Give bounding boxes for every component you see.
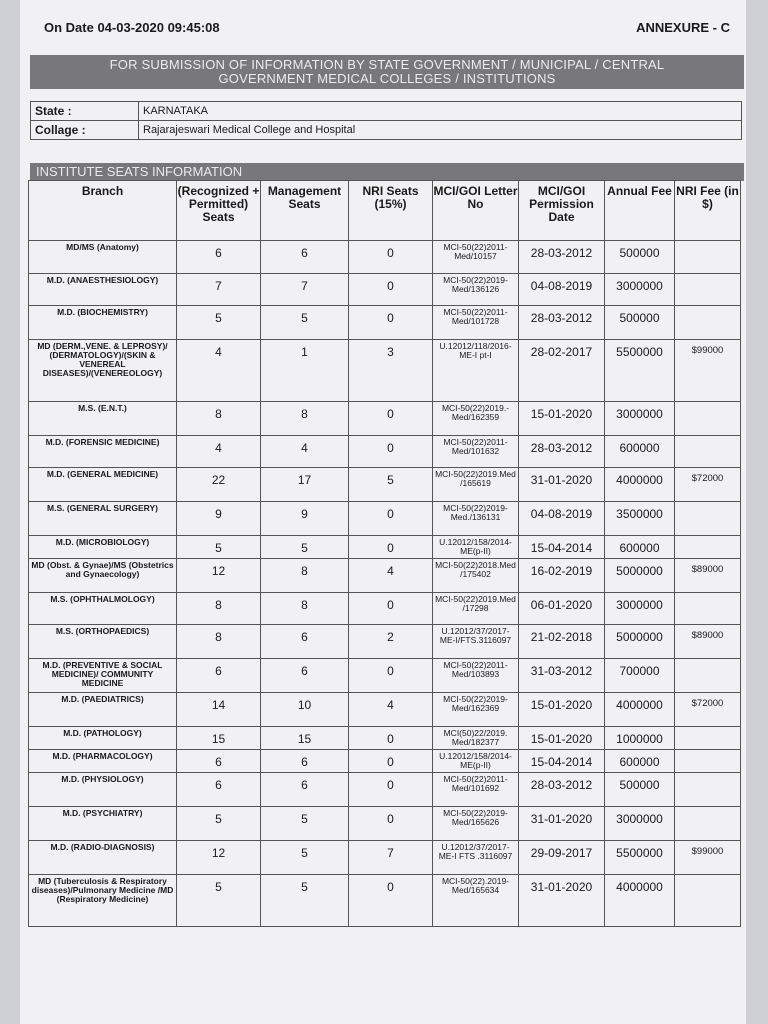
permission-date-cell: 04-08-2019	[519, 274, 605, 306]
branch-cell: M.D. (PSYCHIATRY)	[29, 807, 177, 841]
permission-date-cell: 28-03-2012	[519, 436, 605, 468]
nri-seats-cell: 0	[349, 807, 433, 841]
letter-no-cell: MCI-50(22)2019.-Med/162359	[433, 402, 519, 436]
branch-cell: M.S. (GENERAL SURGERY)	[29, 502, 177, 536]
seats-cell: 6	[177, 750, 261, 773]
seats-cell: 14	[177, 693, 261, 727]
permission-date-cell: 15-04-2014	[519, 750, 605, 773]
nri-seats-cell: 4	[349, 559, 433, 593]
annual-fee-cell: 5500000	[605, 340, 675, 402]
annual-fee-cell: 1000000	[605, 727, 675, 750]
annexure-label: ANNEXURE - C	[636, 20, 730, 35]
table-row	[29, 807, 741, 841]
seats-cell: 4	[177, 340, 261, 402]
annual-fee-cell: 4000000	[605, 468, 675, 502]
nri-seats-cell: 0	[349, 241, 433, 274]
management-seats-cell: 6	[261, 750, 349, 773]
table-row	[29, 750, 741, 773]
management-seats-cell: 8	[261, 559, 349, 593]
document-title-band	[30, 55, 744, 89]
nri-fee-cell: $72000	[675, 693, 741, 727]
permission-date-cell: 31-01-2020	[519, 807, 605, 841]
letter-no-cell: MCI-50(22).2019-Med/165634	[433, 875, 519, 927]
annual-fee-cell: 700000	[605, 659, 675, 693]
annual-fee-cell: 4000000	[605, 693, 675, 727]
seats-cell: 22	[177, 468, 261, 502]
col-header-branch: Branch	[29, 181, 177, 241]
table-row	[29, 436, 741, 468]
nri-fee-cell: $72000	[675, 468, 741, 502]
permission-date-cell: 16-02-2019	[519, 559, 605, 593]
state-label: State :	[31, 102, 139, 121]
col-header-management: Management Seats	[261, 181, 349, 241]
letter-no-cell: MCI-50(22)2019-Med/136126	[433, 274, 519, 306]
table-row	[29, 773, 741, 807]
branch-cell: M.D. (ANAESTHESIOLOGY)	[29, 274, 177, 306]
nri-fee-cell	[675, 241, 741, 274]
permission-date-cell: 21-02-2018	[519, 625, 605, 659]
letter-no-cell: MCI-50(22)2019-Med./136131	[433, 502, 519, 536]
table-row	[29, 659, 741, 693]
permission-date-cell: 28-03-2012	[519, 306, 605, 340]
seats-table-body	[29, 241, 741, 927]
nri-fee-cell	[675, 593, 741, 625]
permission-date-cell: 28-03-2012	[519, 773, 605, 807]
seats-cell: 15	[177, 727, 261, 750]
annual-fee-cell: 600000	[605, 436, 675, 468]
nri-fee-cell	[675, 659, 741, 693]
table-row	[29, 727, 741, 750]
nri-fee-cell: $89000	[675, 559, 741, 593]
table-row	[29, 241, 741, 274]
nri-seats-cell: 3	[349, 340, 433, 402]
management-seats-cell: 5	[261, 807, 349, 841]
branch-cell: M.D. (MICROBIOLOGY)	[29, 536, 177, 559]
annual-fee-cell: 5000000	[605, 625, 675, 659]
nri-seats-cell: 0	[349, 659, 433, 693]
permission-date-cell: 31-01-2020	[519, 875, 605, 927]
nri-fee-cell	[675, 502, 741, 536]
permission-date-cell: 15-01-2020	[519, 693, 605, 727]
letter-no-cell: MCI-50(22)2018.Med /175402	[433, 559, 519, 593]
letter-no-cell: U.12012/158/2014-ME(p-II)	[433, 536, 519, 559]
letter-no-cell: MCI(50)22/2019. Med/182377	[433, 727, 519, 750]
management-seats-cell: 5	[261, 306, 349, 340]
nri-fee-cell	[675, 807, 741, 841]
permission-date-cell: 15-04-2014	[519, 536, 605, 559]
col-header-seats: (Recognized + Permitted) Seats	[177, 181, 261, 241]
document-date: On Date 04-03-2020 09:45:08	[44, 20, 220, 35]
nri-fee-cell	[675, 402, 741, 436]
permission-date-cell: 06-01-2020	[519, 593, 605, 625]
permission-date-cell: 31-01-2020	[519, 468, 605, 502]
nri-seats-cell: 5	[349, 468, 433, 502]
management-seats-cell: 6	[261, 773, 349, 807]
section-title: INSTITUTE SEATS INFORMATION	[30, 163, 744, 181]
table-header-row	[29, 181, 741, 241]
branch-cell: MD (Tuberculosis & Respiratory diseases)/Pulmonary Medicine /MD (Respiratory Medicine)	[29, 875, 177, 927]
nri-fee-cell	[675, 875, 741, 927]
annual-fee-cell: 500000	[605, 773, 675, 807]
letter-no-cell: MCI-50(22)2019.Med /17298	[433, 593, 519, 625]
annual-fee-cell: 4000000	[605, 875, 675, 927]
annual-fee-cell: 5000000	[605, 559, 675, 593]
management-seats-cell: 6	[261, 659, 349, 693]
nri-seats-cell: 0	[349, 502, 433, 536]
management-seats-cell: 8	[261, 593, 349, 625]
permission-date-cell: 04-08-2019	[519, 502, 605, 536]
branch-cell: M.D. (PREVENTIVE & SOCIAL MEDICINE)/ COMMUNITY MEDICINE	[29, 659, 177, 693]
nri-fee-cell: $99000	[675, 340, 741, 402]
nri-fee-cell	[675, 750, 741, 773]
management-seats-cell: 9	[261, 502, 349, 536]
letter-no-cell: MCI-50(22)2011-Med/101692	[433, 773, 519, 807]
table-row	[29, 693, 741, 727]
seats-table	[28, 180, 741, 927]
permission-date-cell: 28-03-2012	[519, 241, 605, 274]
letter-no-cell: U.12012/118/2016-ME-I pt-I	[433, 340, 519, 402]
nri-fee-cell	[675, 727, 741, 750]
nri-seats-cell: 0	[349, 593, 433, 625]
permission-date-cell: 29-09-2017	[519, 841, 605, 875]
letter-no-cell: U.12012/37/2017-ME-I/FTS.3116097	[433, 625, 519, 659]
seats-cell: 8	[177, 625, 261, 659]
table-row	[29, 841, 741, 875]
table-row	[29, 536, 741, 559]
seats-cell: 12	[177, 841, 261, 875]
seats-cell: 12	[177, 559, 261, 593]
branch-cell: M.D. (FORENSIC MEDICINE)	[29, 436, 177, 468]
annual-fee-cell: 3500000	[605, 502, 675, 536]
annual-fee-cell: 3000000	[605, 593, 675, 625]
institution-info-table	[30, 101, 742, 140]
annual-fee-cell: 500000	[605, 241, 675, 274]
annual-fee-cell: 3000000	[605, 402, 675, 436]
col-header-date: MCI/GOI Permission Date	[519, 181, 605, 241]
table-row	[29, 875, 741, 927]
letter-no-cell: MCI-50(22)2019-Med/165626	[433, 807, 519, 841]
branch-cell: M.D. (PAEDIATRICS)	[29, 693, 177, 727]
seats-cell: 8	[177, 402, 261, 436]
management-seats-cell: 5	[261, 841, 349, 875]
letter-no-cell: U.12012/158/2014-ME(p-II)	[433, 750, 519, 773]
branch-cell: M.D. (RADIO-DIAGNOSIS)	[29, 841, 177, 875]
seats-cell: 7	[177, 274, 261, 306]
nri-seats-cell: 0	[349, 727, 433, 750]
annual-fee-cell: 600000	[605, 750, 675, 773]
nri-fee-cell: $99000	[675, 841, 741, 875]
branch-cell: M.D. (PHARMACOLOGY)	[29, 750, 177, 773]
management-seats-cell: 4	[261, 436, 349, 468]
letter-no-cell: MCI-50(22)2019.Med /165619	[433, 468, 519, 502]
col-header-letter: MCI/GOI Letter No	[433, 181, 519, 241]
nri-fee-cell	[675, 773, 741, 807]
seats-cell: 6	[177, 773, 261, 807]
nri-seats-cell: 0	[349, 306, 433, 340]
management-seats-cell: 7	[261, 274, 349, 306]
branch-cell: M.D. (PHYSIOLOGY)	[29, 773, 177, 807]
branch-cell: M.S. (E.N.T.)	[29, 402, 177, 436]
permission-date-cell: 15-01-2020	[519, 402, 605, 436]
nri-seats-cell: 0	[349, 875, 433, 927]
branch-cell: M.D. (GENERAL MEDICINE)	[29, 468, 177, 502]
annual-fee-cell: 3000000	[605, 807, 675, 841]
management-seats-cell: 8	[261, 402, 349, 436]
management-seats-cell: 10	[261, 693, 349, 727]
table-row	[29, 274, 741, 306]
seats-cell: 6	[177, 659, 261, 693]
letter-no-cell: MCI-50(22)2011-Med/101632	[433, 436, 519, 468]
table-row	[29, 559, 741, 593]
management-seats-cell: 6	[261, 625, 349, 659]
management-seats-cell: 6	[261, 241, 349, 274]
letter-no-cell: MCI-50(22)2011-Med/103893	[433, 659, 519, 693]
seats-cell: 5	[177, 875, 261, 927]
nri-fee-cell: $89000	[675, 625, 741, 659]
seats-cell: 5	[177, 306, 261, 340]
state-row	[31, 102, 742, 121]
college-label: Collage :	[31, 121, 139, 140]
management-seats-cell: 17	[261, 468, 349, 502]
letter-no-cell: MCI-50(22)2011-Med/101728	[433, 306, 519, 340]
nri-fee-cell	[675, 274, 741, 306]
letter-no-cell: U.12012/37/2017-ME-I FTS .3116097	[433, 841, 519, 875]
permission-date-cell: 15-01-2020	[519, 727, 605, 750]
college-row	[31, 121, 742, 140]
nri-fee-cell	[675, 536, 741, 559]
table-row	[29, 593, 741, 625]
seats-cell: 9	[177, 502, 261, 536]
annual-fee-cell: 3000000	[605, 274, 675, 306]
table-row	[29, 340, 741, 402]
seats-cell: 5	[177, 536, 261, 559]
table-row	[29, 402, 741, 436]
title-line-2: GOVERNMENT MEDICAL COLLEGES / INSTITUTIONS	[218, 71, 556, 86]
branch-cell: MD (Obst. & Gynae)/MS (Obstetrics and Gynaecology)	[29, 559, 177, 593]
branch-cell: MD (DERM.,VENE. & LEPROSY)/ (DERMATOLOGY)/(SKIN & VENEREAL DISEASES)/(VENEREOLOGY)	[29, 340, 177, 402]
nri-fee-cell	[675, 436, 741, 468]
nri-seats-cell: 0	[349, 536, 433, 559]
seats-cell: 5	[177, 807, 261, 841]
nri-fee-cell	[675, 306, 741, 340]
table-row	[29, 468, 741, 502]
branch-cell: M.D. (BIOCHEMISTRY)	[29, 306, 177, 340]
management-seats-cell: 5	[261, 536, 349, 559]
annual-fee-cell: 600000	[605, 536, 675, 559]
management-seats-cell: 15	[261, 727, 349, 750]
table-row	[29, 502, 741, 536]
nri-seats-cell: 0	[349, 436, 433, 468]
seats-cell: 4	[177, 436, 261, 468]
branch-cell: M.S. (OPHTHALMOLOGY)	[29, 593, 177, 625]
seats-cell: 6	[177, 241, 261, 274]
letter-no-cell: MCI-50(22)2011-Med/10157	[433, 241, 519, 274]
management-seats-cell: 1	[261, 340, 349, 402]
nri-seats-cell: 7	[349, 841, 433, 875]
table-row	[29, 625, 741, 659]
nri-seats-cell: 4	[349, 693, 433, 727]
col-header-nri-seats: NRI Seats (15%)	[349, 181, 433, 241]
nri-seats-cell: 0	[349, 750, 433, 773]
branch-cell: MD/MS (Anatomy)	[29, 241, 177, 274]
permission-date-cell: 31-03-2012	[519, 659, 605, 693]
annual-fee-cell: 500000	[605, 306, 675, 340]
management-seats-cell: 5	[261, 875, 349, 927]
annual-fee-cell: 5500000	[605, 841, 675, 875]
seats-cell: 8	[177, 593, 261, 625]
nri-seats-cell: 2	[349, 625, 433, 659]
state-value: KARNATAKA	[139, 102, 742, 121]
col-header-nri-fee: NRI Fee (in $)	[675, 181, 741, 241]
nri-seats-cell: 0	[349, 402, 433, 436]
branch-cell: M.D. (PATHOLOGY)	[29, 727, 177, 750]
document-page	[20, 0, 746, 1024]
title-line-1: FOR SUBMISSION OF INFORMATION BY STATE GOVERNMENT / MUNICIPAL / CENTRAL	[109, 57, 665, 72]
nri-seats-cell: 0	[349, 274, 433, 306]
letter-no-cell: MCI-50(22)2019-Med/162369	[433, 693, 519, 727]
college-value: Rajarajeswari Medical College and Hospital	[139, 121, 742, 140]
branch-cell: M.S. (ORTHOPAEDICS)	[29, 625, 177, 659]
nri-seats-cell: 0	[349, 773, 433, 807]
permission-date-cell: 28-02-2017	[519, 340, 605, 402]
table-row	[29, 306, 741, 340]
col-header-fee: Annual Fee	[605, 181, 675, 241]
